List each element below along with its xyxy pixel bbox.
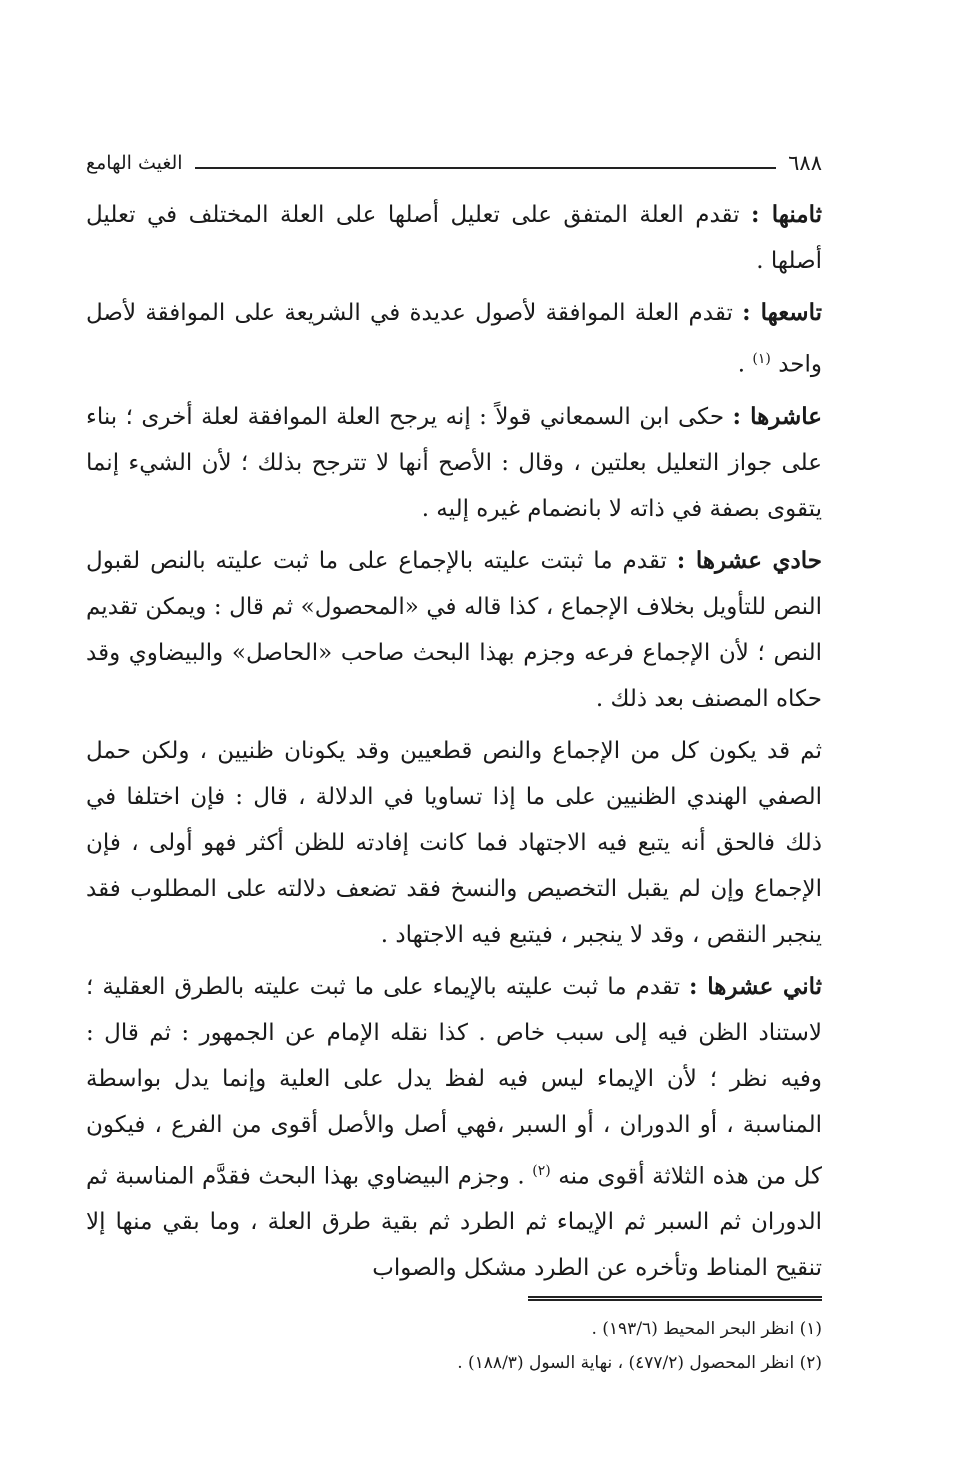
running-header <box>86 148 822 178</box>
footnote-ref: (٢) <box>532 1162 551 1179</box>
paragraph-eleventh <box>86 538 822 722</box>
header-rule <box>195 167 777 169</box>
main-text <box>86 192 822 1297</box>
paragraph-text: حكى ابن السمعاني قولاً : إنه يرجح العلة الموافقة لعلة أخرى ؛ بناء على جواز التعليل بعلتين ، وقال : الأصح أنها لا تترجح بذلك ؛ لأن الشيء إنما يتقوى بصفة في ذاته لا بانضمام غيره إليه . <box>86 403 822 522</box>
paragraph-text: تقدم ما ثبتت عليته بالإجماع على ما ثبت عليته بالنص لقبول النص للتأويل بخلاف الإجماع ، كذا قاله في «المحصول» ثم قال : ويمكن تقديم النص ؛ لأن الإجماع فرعه وجزم بهذا البحث صاحب «الحاصل» والبيضاوي وقد حكاه المصنف بعد ذلك . <box>86 547 822 712</box>
footnote-ref: (١) <box>752 351 771 367</box>
page-number: ٦٨٨ <box>788 151 822 175</box>
paragraph-tail: . <box>737 351 753 378</box>
paragraph-continuation <box>86 728 822 958</box>
footnote-2: (٢) انظر المحصول (٤٧٧/٢) ، نهاية السول (١٨٨/٣) . <box>457 1353 822 1373</box>
paragraph-lead: حادي عشرها : <box>676 546 823 574</box>
paragraph-text: تقدم العلة الموافقة لأصول عديدة في الشريعة على الموافقة لأصل واحد <box>86 300 822 378</box>
paragraph-lead: ثاني عشرها : <box>689 972 823 1000</box>
paragraph-text: تقدم العلة المتفق على تعليل أصلها على العلة المختلف في تعليل أصلها . <box>86 202 822 274</box>
paragraph-tenth <box>86 394 822 532</box>
paragraph-lead: تاسعها : <box>742 299 822 326</box>
paragraph-eighth <box>86 192 822 284</box>
running-title: الغيث الهامع <box>86 152 183 174</box>
paragraph-twelfth <box>86 964 822 1292</box>
footnote-1: (١) انظر البحر المحيط (١٩٣/٦) . <box>591 1319 822 1339</box>
paragraph-text: ثم قد يكون كل من الإجماع والنص قطعيين وقد يكونان ظنيين ، ولكن حمل الصفي الهندي الظنيين على ما إذا تساويا في الدلالة ، قال : فإن اختلفا في ذلك فالحق أنه يتبع فيه الاجتهاد فما كانت إفادته للظن أكثر فهو أولى ، فإن الإجماع وإن لم يقبل التخصيص والنسخ فقد تضعف دلالته على المطلوب فقد ينجبر النقص ، وقد لا ينجبر ، فيتبع فيه الاجتهاد . <box>86 737 822 948</box>
paragraph-tail: . وجزم البيضاوي بهذا البحث فقدَّم المناسبة ثم الدوران ثم السبر ثم الإيماء ثم الطرد ثم بقية طرق العلة ، وما بقي منها إلا تنقيح المناط وتأخره عن الطرد مشكل والصواب <box>86 1163 822 1282</box>
footnote-separator <box>528 1296 822 1301</box>
paragraph-text: تقدم ما ثبت عليته بالإيماء على ما ثبت عليته بالطرق العقلية ؛ لاستناد الظن فيه إلى سبب خاص . كذا نقله الإمام عن الجمهور : ثم قال : وفيه نظر ؛ لأن الإيماء ليس فيه لفظ يدل على العلية وإنما يدل بواسطة المناسبة ، أو الدوران ، أو السبر ،فهي أصل والأصل أقوى من الفرع ، فيكون كل من هذه الثلاثة أقوى منه <box>86 973 822 1190</box>
paragraph-lead: عاشرها : <box>732 402 822 430</box>
paragraph-lead: ثامنها : <box>751 201 822 228</box>
paragraph-ninth <box>86 290 822 388</box>
footnotes <box>86 1312 822 1380</box>
